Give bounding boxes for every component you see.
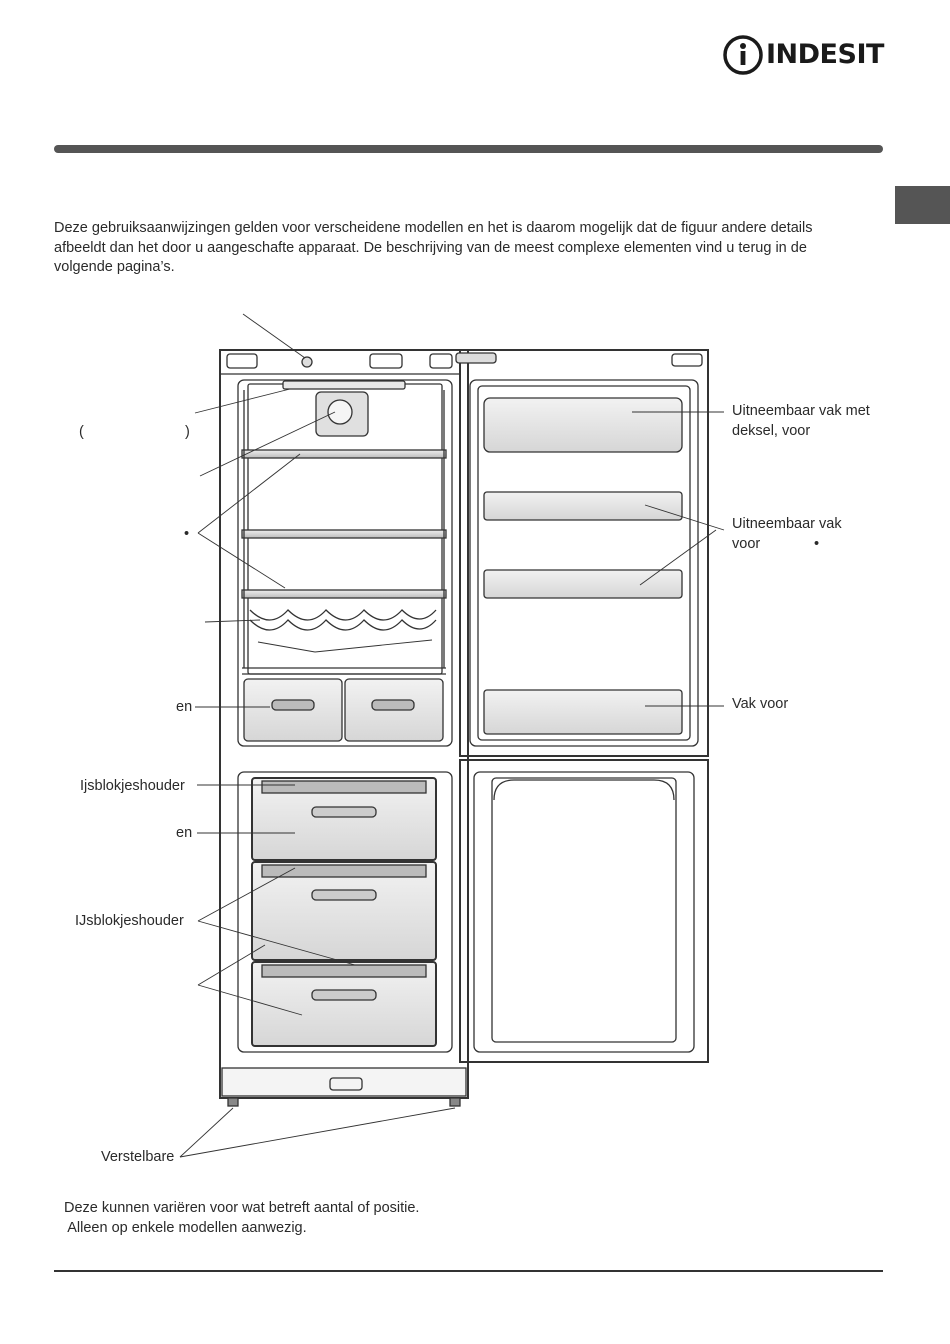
label-door-compartment-lid: Uitneembaar vak met deksel, voor xyxy=(732,403,870,439)
label-bullet-left: • xyxy=(184,526,190,542)
footnote-2: Alleen op enkele modellen aanwezig. xyxy=(64,1220,307,1236)
label-paren-close: ) xyxy=(185,424,190,440)
intro-text: Deze gebruiksaanwijzingen gelden voor verscheidene modellen en het is daarom mogelijk dat de figuur andere details afbeeldt dan het door u aangeschafte apparaat. De beschrijving van de meest complexe elementen vind u terug in de volgende pagina’s. xyxy=(54,220,813,275)
label-bullet-right: • xyxy=(814,536,820,552)
fridge-body xyxy=(220,350,708,1106)
label-door-compartment: Uitneembaar vak voor xyxy=(732,516,842,552)
label-ice-holder-2: IJsblokjeshouder xyxy=(75,913,184,929)
label-door-rack: Vak voor xyxy=(732,696,789,712)
brand-name: INDESIT xyxy=(766,39,884,70)
footnotes xyxy=(64,1198,419,1238)
bottom-rule xyxy=(54,1270,883,1272)
label-drawers-en: en xyxy=(176,699,193,715)
footnote-1: Deze kunnen variëren voor wat betreft aantal of positie. xyxy=(64,1200,420,1216)
label-freezer-en: en xyxy=(176,825,193,841)
label-paren-open: ( xyxy=(79,424,84,440)
label-feet: Verstelbare xyxy=(101,1149,175,1165)
label-ice-holder-1: Ijsblokjeshouder xyxy=(80,778,185,794)
